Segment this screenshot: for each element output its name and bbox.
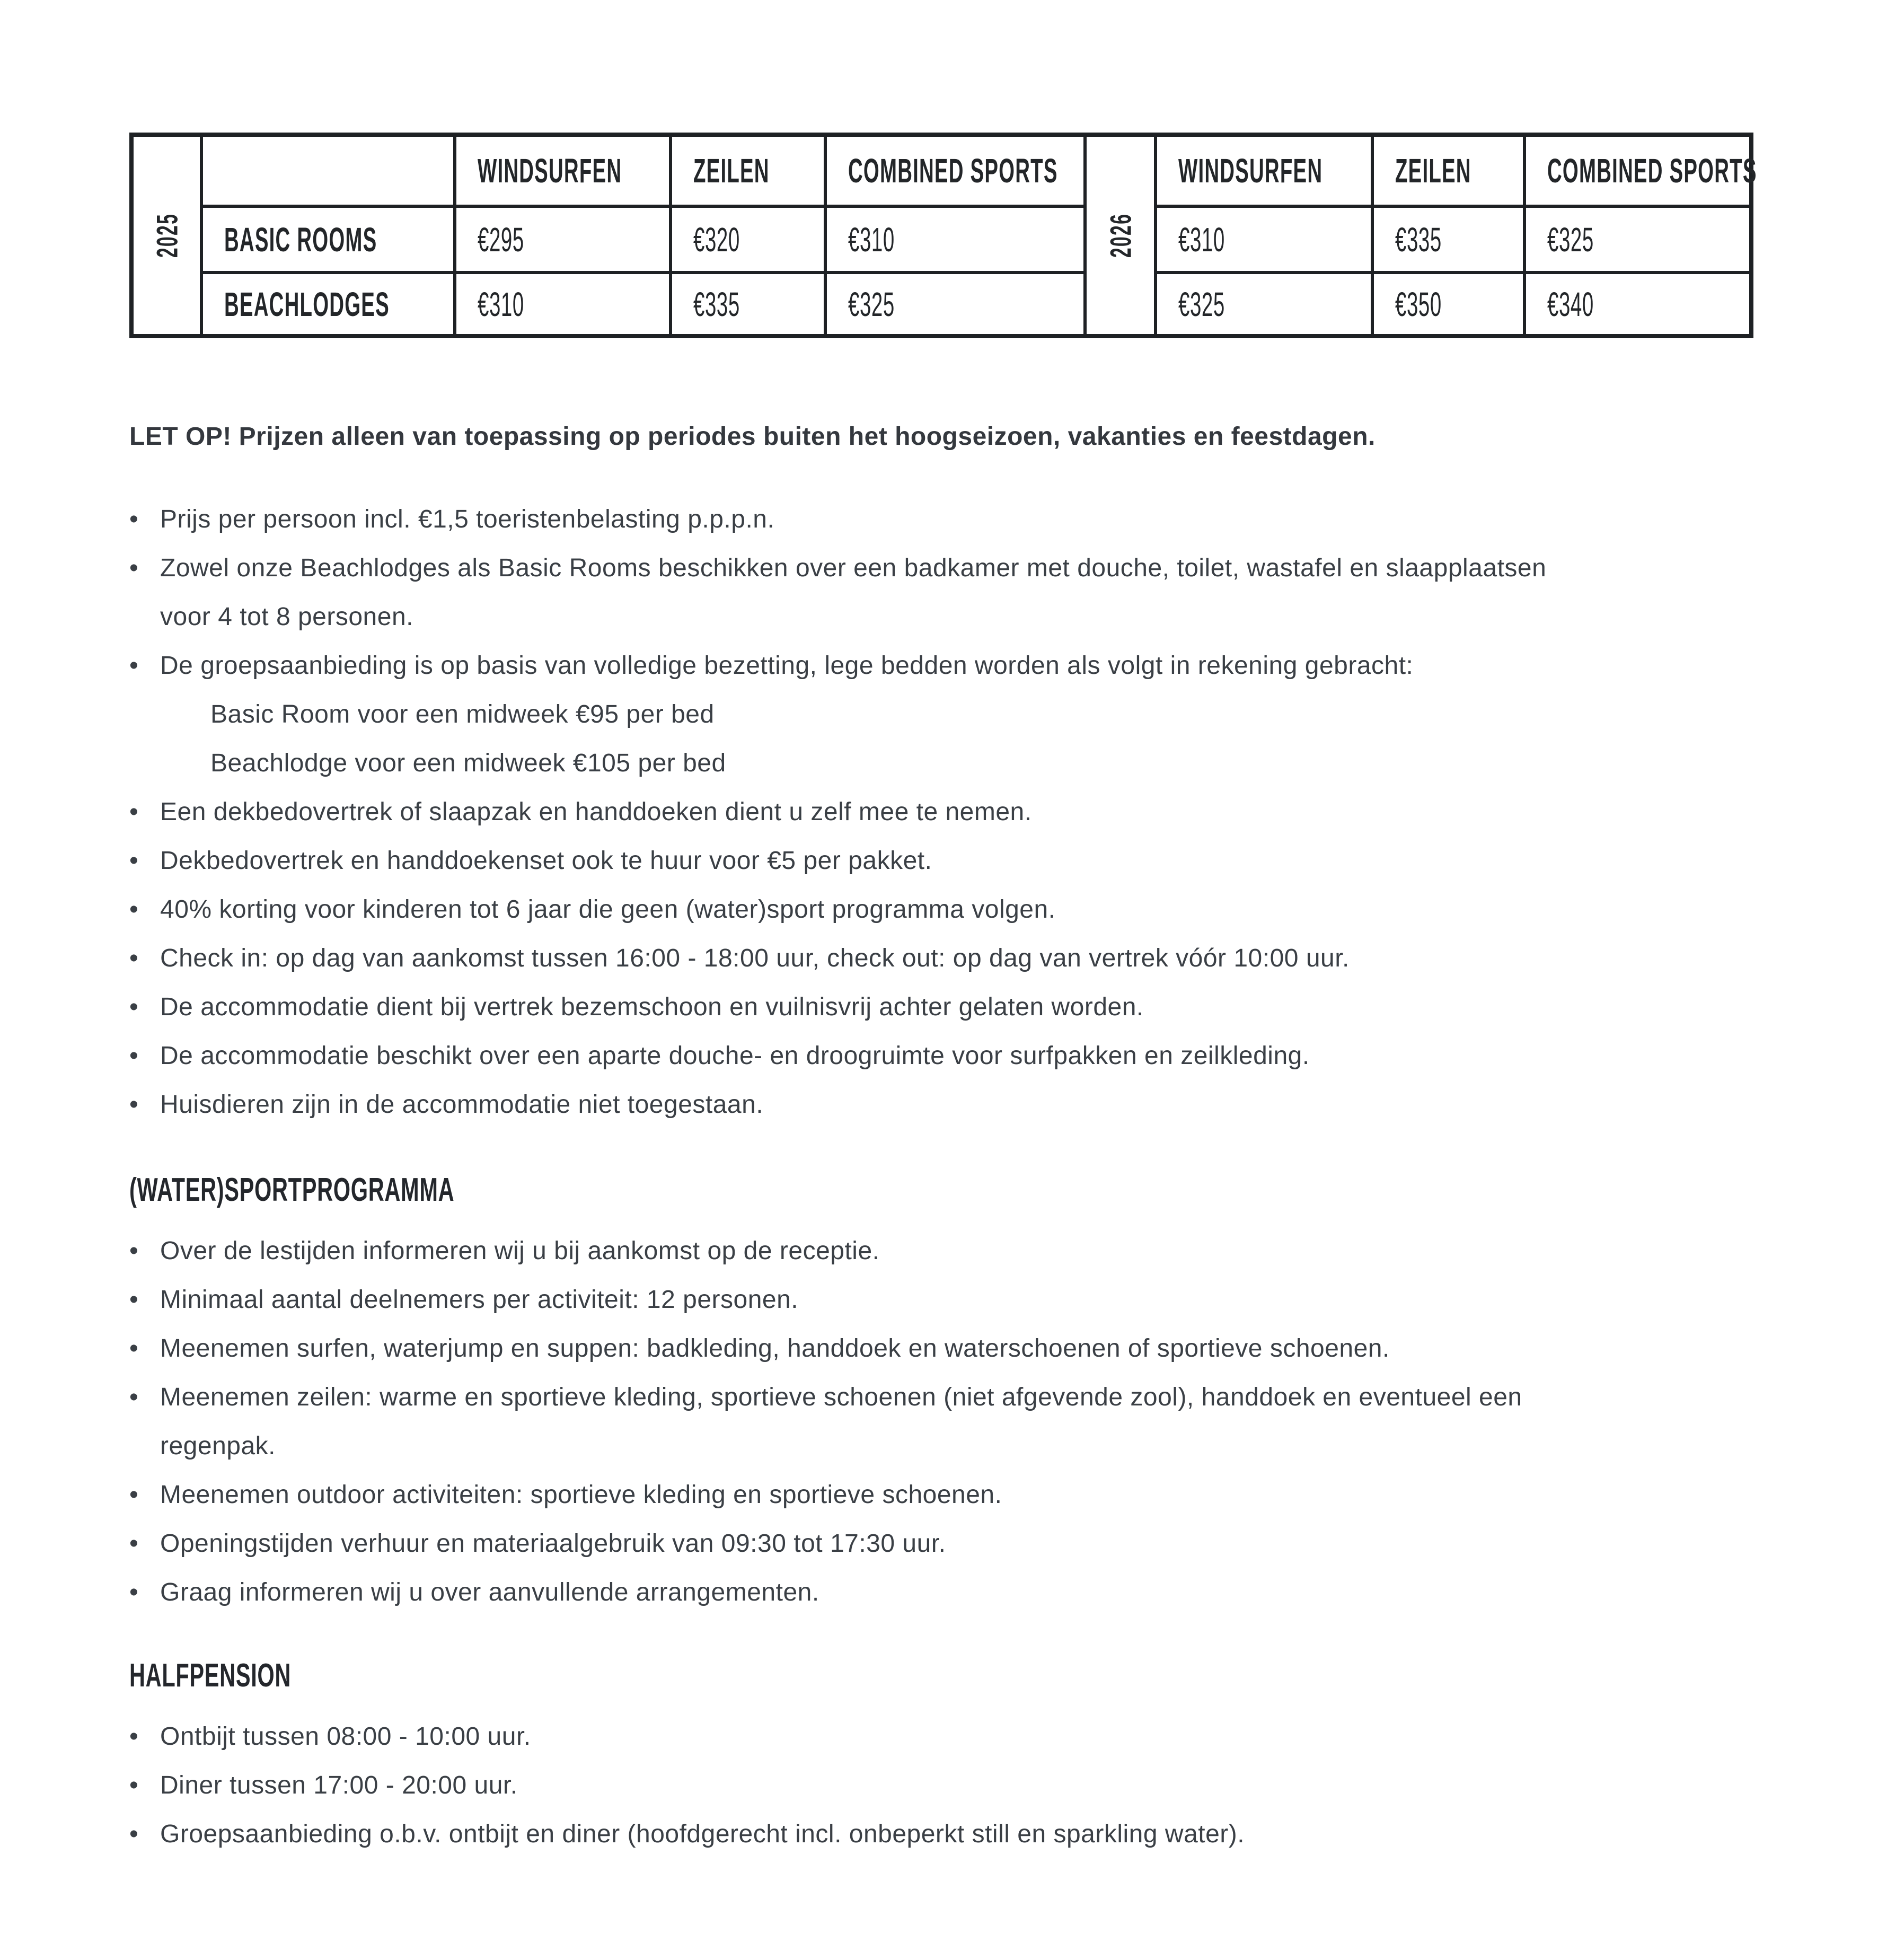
price-value: €295 [478, 220, 524, 259]
notice-line: LET OP! Prijzen alleen van toepassing op periodes buiten het hoogseizoen, vakanties en feestdagen. [129, 423, 1376, 451]
year-label-2026: 2026 [1104, 213, 1137, 258]
page-content [129, 133, 1757, 1859]
halfpension-heading [129, 1657, 1749, 1694]
list-item [129, 1080, 1578, 1129]
bullet-text: Openingstijden verhuur en materiaalgebruik van 09:30 tot 17:30 uur. [160, 1530, 946, 1558]
bullet-text: 40% korting voor kinderen tot 6 jaar die geen (water)sport programma volgen. [160, 895, 1056, 924]
price-value: €310 [848, 220, 895, 259]
list-item [129, 1471, 1578, 1519]
header-cell-windsurfen-2025 [455, 135, 671, 206]
watersport-heading-text: (WATER)SPORTPROGRAMMA [129, 1172, 455, 1208]
price-value: €335 [1395, 220, 1442, 259]
bullet-text: Meenemen surfen, waterjump en suppen: badkleding, handdoek en waterschoenen of sportieve schoenen. [160, 1334, 1390, 1363]
header-label: WINDSURFEN [1178, 152, 1323, 190]
price-value: €325 [1178, 285, 1225, 323]
header-label: ZEILEN [1395, 152, 1471, 190]
bullet-text: Groepsaanbieding o.b.v. ontbijt en diner (hoofdgerecht incl. onbeperkt still en sparkling water). [160, 1820, 1245, 1848]
list-item [129, 544, 1578, 641]
pricing-table [129, 133, 1757, 338]
list-item [129, 1032, 1578, 1080]
bullet-text: De accommodatie dient bij vertrek bezemschoon en vuilnisvrij achter gelaten worden. [160, 993, 1144, 1021]
bullet-text: Ontbijt tussen 08:00 - 10:00 uur. [160, 1722, 531, 1751]
list-item [129, 885, 1578, 934]
price-value: €325 [848, 285, 895, 323]
bullet-text: Zowel onze Beachlodges als Basic Rooms beschikken over een badkamer met douche, toilet, wastafel en slaapplaatsen voor 4 tot 8 personen. [160, 554, 1547, 631]
bullet-text: Huisdieren zijn in de accommodatie niet toegestaan. [160, 1091, 764, 1119]
price-cell [1372, 206, 1524, 273]
price-cell [455, 206, 671, 273]
year-label-cell-2025 [131, 135, 201, 336]
header-cell-zeilen-2026 [1372, 135, 1524, 206]
bullet-text: Meenemen zeilen: warme en sportieve kleding, sportieve schoenen (niet afgevende zool), handdoek en eventueel een regenpak. [160, 1383, 1522, 1460]
empty-corner-cell [201, 135, 455, 206]
list-item [129, 1810, 1578, 1859]
price-cell [1156, 273, 1372, 336]
row-label-cell [201, 273, 455, 336]
table-row-basic-rooms [131, 206, 1751, 273]
price-value: €325 [1547, 220, 1594, 259]
list-item [129, 837, 1578, 885]
row-label: BEACHLODGES [224, 285, 390, 323]
list-item [129, 983, 1578, 1032]
header-label: COMBINED SPORTS [848, 152, 1058, 190]
table-header-row [131, 135, 1751, 206]
header-label: WINDSURFEN [478, 152, 622, 190]
bullet-text: De accommodatie beschikt over een aparte douche- en droogruimte voor surfpakken en zeilkleding. [160, 1042, 1310, 1070]
price-cell [671, 206, 825, 273]
header-cell-combined-sports-2026 [1524, 135, 1757, 206]
price-value: €340 [1547, 285, 1594, 323]
header-label: COMBINED SPORTS [1547, 152, 1757, 190]
price-value: €310 [1178, 220, 1225, 259]
bullet-text: Een dekbedovertrek of slaapzak en handdoeken dient u zelf mee te nemen. [160, 798, 1032, 826]
year-label-2025: 2025 [150, 213, 183, 258]
halfpension-bullet-list [129, 1712, 1578, 1859]
header-cell-windsurfen-2026 [1156, 135, 1372, 206]
price-cell [455, 273, 671, 336]
list-item [129, 641, 1578, 788]
list-item [129, 788, 1578, 837]
bullet-text: Over de lestijden informeren wij u bij aankomst op de receptie. [160, 1237, 880, 1265]
year-label-cell-2026 [1085, 135, 1156, 336]
intro-bullet-list [129, 495, 1578, 1129]
header-cell-zeilen-2025 [671, 135, 825, 206]
bullet-text: Minimaal aantal deelnemers per activiteit: 12 personen. [160, 1286, 799, 1314]
price-cell [1156, 206, 1372, 273]
row-label-cell [201, 206, 455, 273]
price-value: €350 [1395, 285, 1442, 323]
price-cell [825, 206, 1085, 273]
list-item [129, 1568, 1578, 1617]
list-item [129, 1324, 1578, 1373]
row-label: BASIC ROOMS [224, 220, 377, 259]
bullet-text: Graag informeren wij u over aanvullende arrangementen. [160, 1578, 819, 1606]
header-cell-combined-sports-2025 [825, 135, 1085, 206]
list-item [129, 1519, 1578, 1568]
price-cell [1372, 273, 1524, 336]
price-cell [1524, 273, 1751, 336]
list-item [129, 1373, 1578, 1471]
list-item [129, 934, 1578, 983]
watersport-bullet-list [129, 1227, 1578, 1617]
table-row-beachlodges [131, 273, 1751, 336]
bullet-text: Dekbedovertrek en handdoekenset ook te huur voor €5 per pakket. [160, 847, 932, 875]
price-cell [671, 273, 825, 336]
bullet-sub-line: Basic Room voor een midweek €95 per bed [210, 700, 715, 728]
halfpension-heading-text: HALFPENSION [129, 1657, 292, 1694]
header-label: ZEILEN [693, 152, 770, 190]
price-cell [825, 273, 1085, 336]
price-cell [1524, 206, 1751, 273]
price-value: €310 [478, 285, 524, 323]
bullet-text: Diner tussen 17:00 - 20:00 uur. [160, 1771, 518, 1799]
watersport-heading [129, 1172, 1749, 1209]
list-item [129, 1227, 1578, 1276]
bullet-text: Prijs per persoon incl. €1,5 toeristenbelasting p.p.p.n. [160, 505, 775, 533]
list-item [129, 495, 1578, 544]
bullet-text: Meenemen outdoor activiteiten: sportieve kleding en sportieve schoenen. [160, 1481, 1002, 1509]
list-item [129, 1761, 1578, 1810]
price-value: €320 [693, 220, 740, 259]
bullet-sub-line: Beachlodge voor een midweek €105 per bed [210, 749, 726, 777]
bullet-text: De groepsaanbieding is op basis van volledige bezetting, lege bedden worden als volgt in rekening gebracht: [160, 652, 1414, 680]
bullet-text: Check in: op dag van aankomst tussen 16:00 - 18:00 uur, check out: op dag van vertrek vóór 10:00 uur. [160, 944, 1350, 972]
price-value: €335 [693, 285, 740, 323]
list-item [129, 1712, 1578, 1761]
list-item [129, 1276, 1578, 1324]
